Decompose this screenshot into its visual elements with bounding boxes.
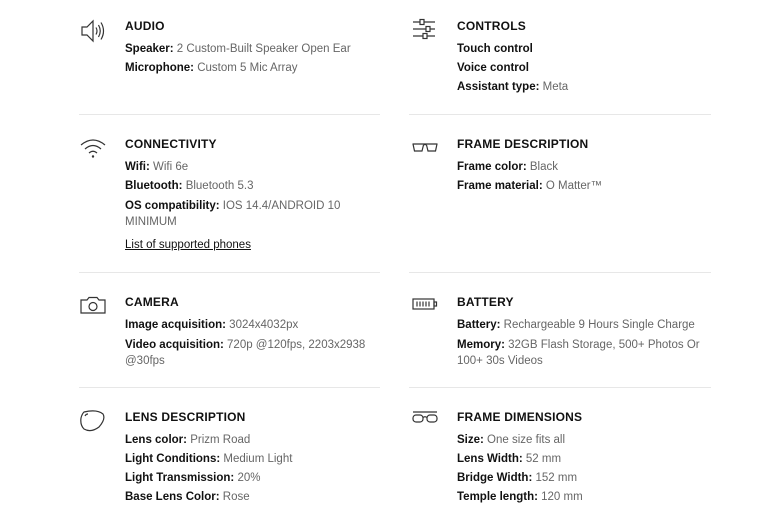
bluetooth-row: Bluetooth: Bluetooth 5.3 — [125, 180, 254, 192]
light-conditions-row: Light Conditions: Medium Light — [125, 453, 293, 465]
frame-material-row: Frame material: O Matter™ — [457, 180, 603, 192]
battery-icon — [411, 294, 439, 320]
bridge-width-row: Bridge Width: 152 mm — [457, 472, 578, 484]
divider — [409, 272, 711, 273]
divider — [79, 272, 380, 273]
camera-title: CAMERA — [125, 295, 179, 309]
supported-phones-link[interactable]: List of supported phones — [125, 239, 251, 251]
battery-row: Battery: Rechargeable 9 Hours Single Charge — [457, 319, 695, 331]
video-acquisition-row: Video acquisition: 720p @120fps, 2203x2938 @30fps — [125, 339, 366, 367]
lens-icon — [79, 409, 107, 435]
battery-title: BATTERY — [457, 295, 514, 309]
wifi-row: Wifi: Wifi 6e — [125, 161, 189, 173]
divider — [79, 387, 380, 388]
assistant-type-row: Assistant type: Meta — [457, 81, 569, 93]
frame-dimensions-title: FRAME DIMENSIONS — [457, 410, 583, 424]
audio-title: AUDIO — [125, 19, 165, 33]
divider — [79, 114, 380, 115]
glasses-frame-icon — [411, 136, 439, 162]
connectivity-title: CONNECTIVITY — [125, 137, 217, 151]
sliders-icon — [411, 18, 439, 44]
size-row: Size: One size fits all — [457, 434, 566, 446]
lens-width-row: Lens Width: 52 mm — [457, 453, 562, 465]
memory-row: Memory: 32GB Flash Storage, 500+ Photos Or 100+ 30s Videos — [457, 339, 700, 367]
frame-color-row: Frame color: Black — [457, 161, 558, 173]
glasses-dimensions-icon — [411, 409, 439, 435]
controls-title: CONTROLS — [457, 19, 526, 33]
speaker-icon — [79, 18, 107, 44]
divider — [409, 387, 711, 388]
lens-color-row: Lens color: Prizm Road — [125, 434, 251, 446]
speaker-row: Speaker: 2 Custom-Built Speaker Open Ear — [125, 43, 351, 55]
frame-description-title: FRAME DESCRIPTION — [457, 137, 589, 151]
voice-control-row: Voice control — [457, 62, 529, 74]
camera-icon — [79, 294, 107, 320]
os-compatibility-row: OS compatibility: IOS 14.4/ANDROID 10 MINIMUM — [125, 200, 341, 228]
wifi-icon — [79, 136, 107, 162]
divider — [409, 114, 711, 115]
temple-length-row: Temple length: 120 mm — [457, 491, 583, 503]
touch-control-row: Touch control — [457, 43, 533, 55]
image-acquisition-row: Image acquisition: 3024x4032px — [125, 319, 299, 331]
base-lens-color-row: Base Lens Color: Rose — [125, 491, 250, 503]
lens-description-title: LENS DESCRIPTION — [125, 410, 246, 424]
light-transmission-row: Light Transmission: 20% — [125, 472, 261, 484]
microphone-row: Microphone: Custom 5 Mic Array — [125, 62, 298, 74]
